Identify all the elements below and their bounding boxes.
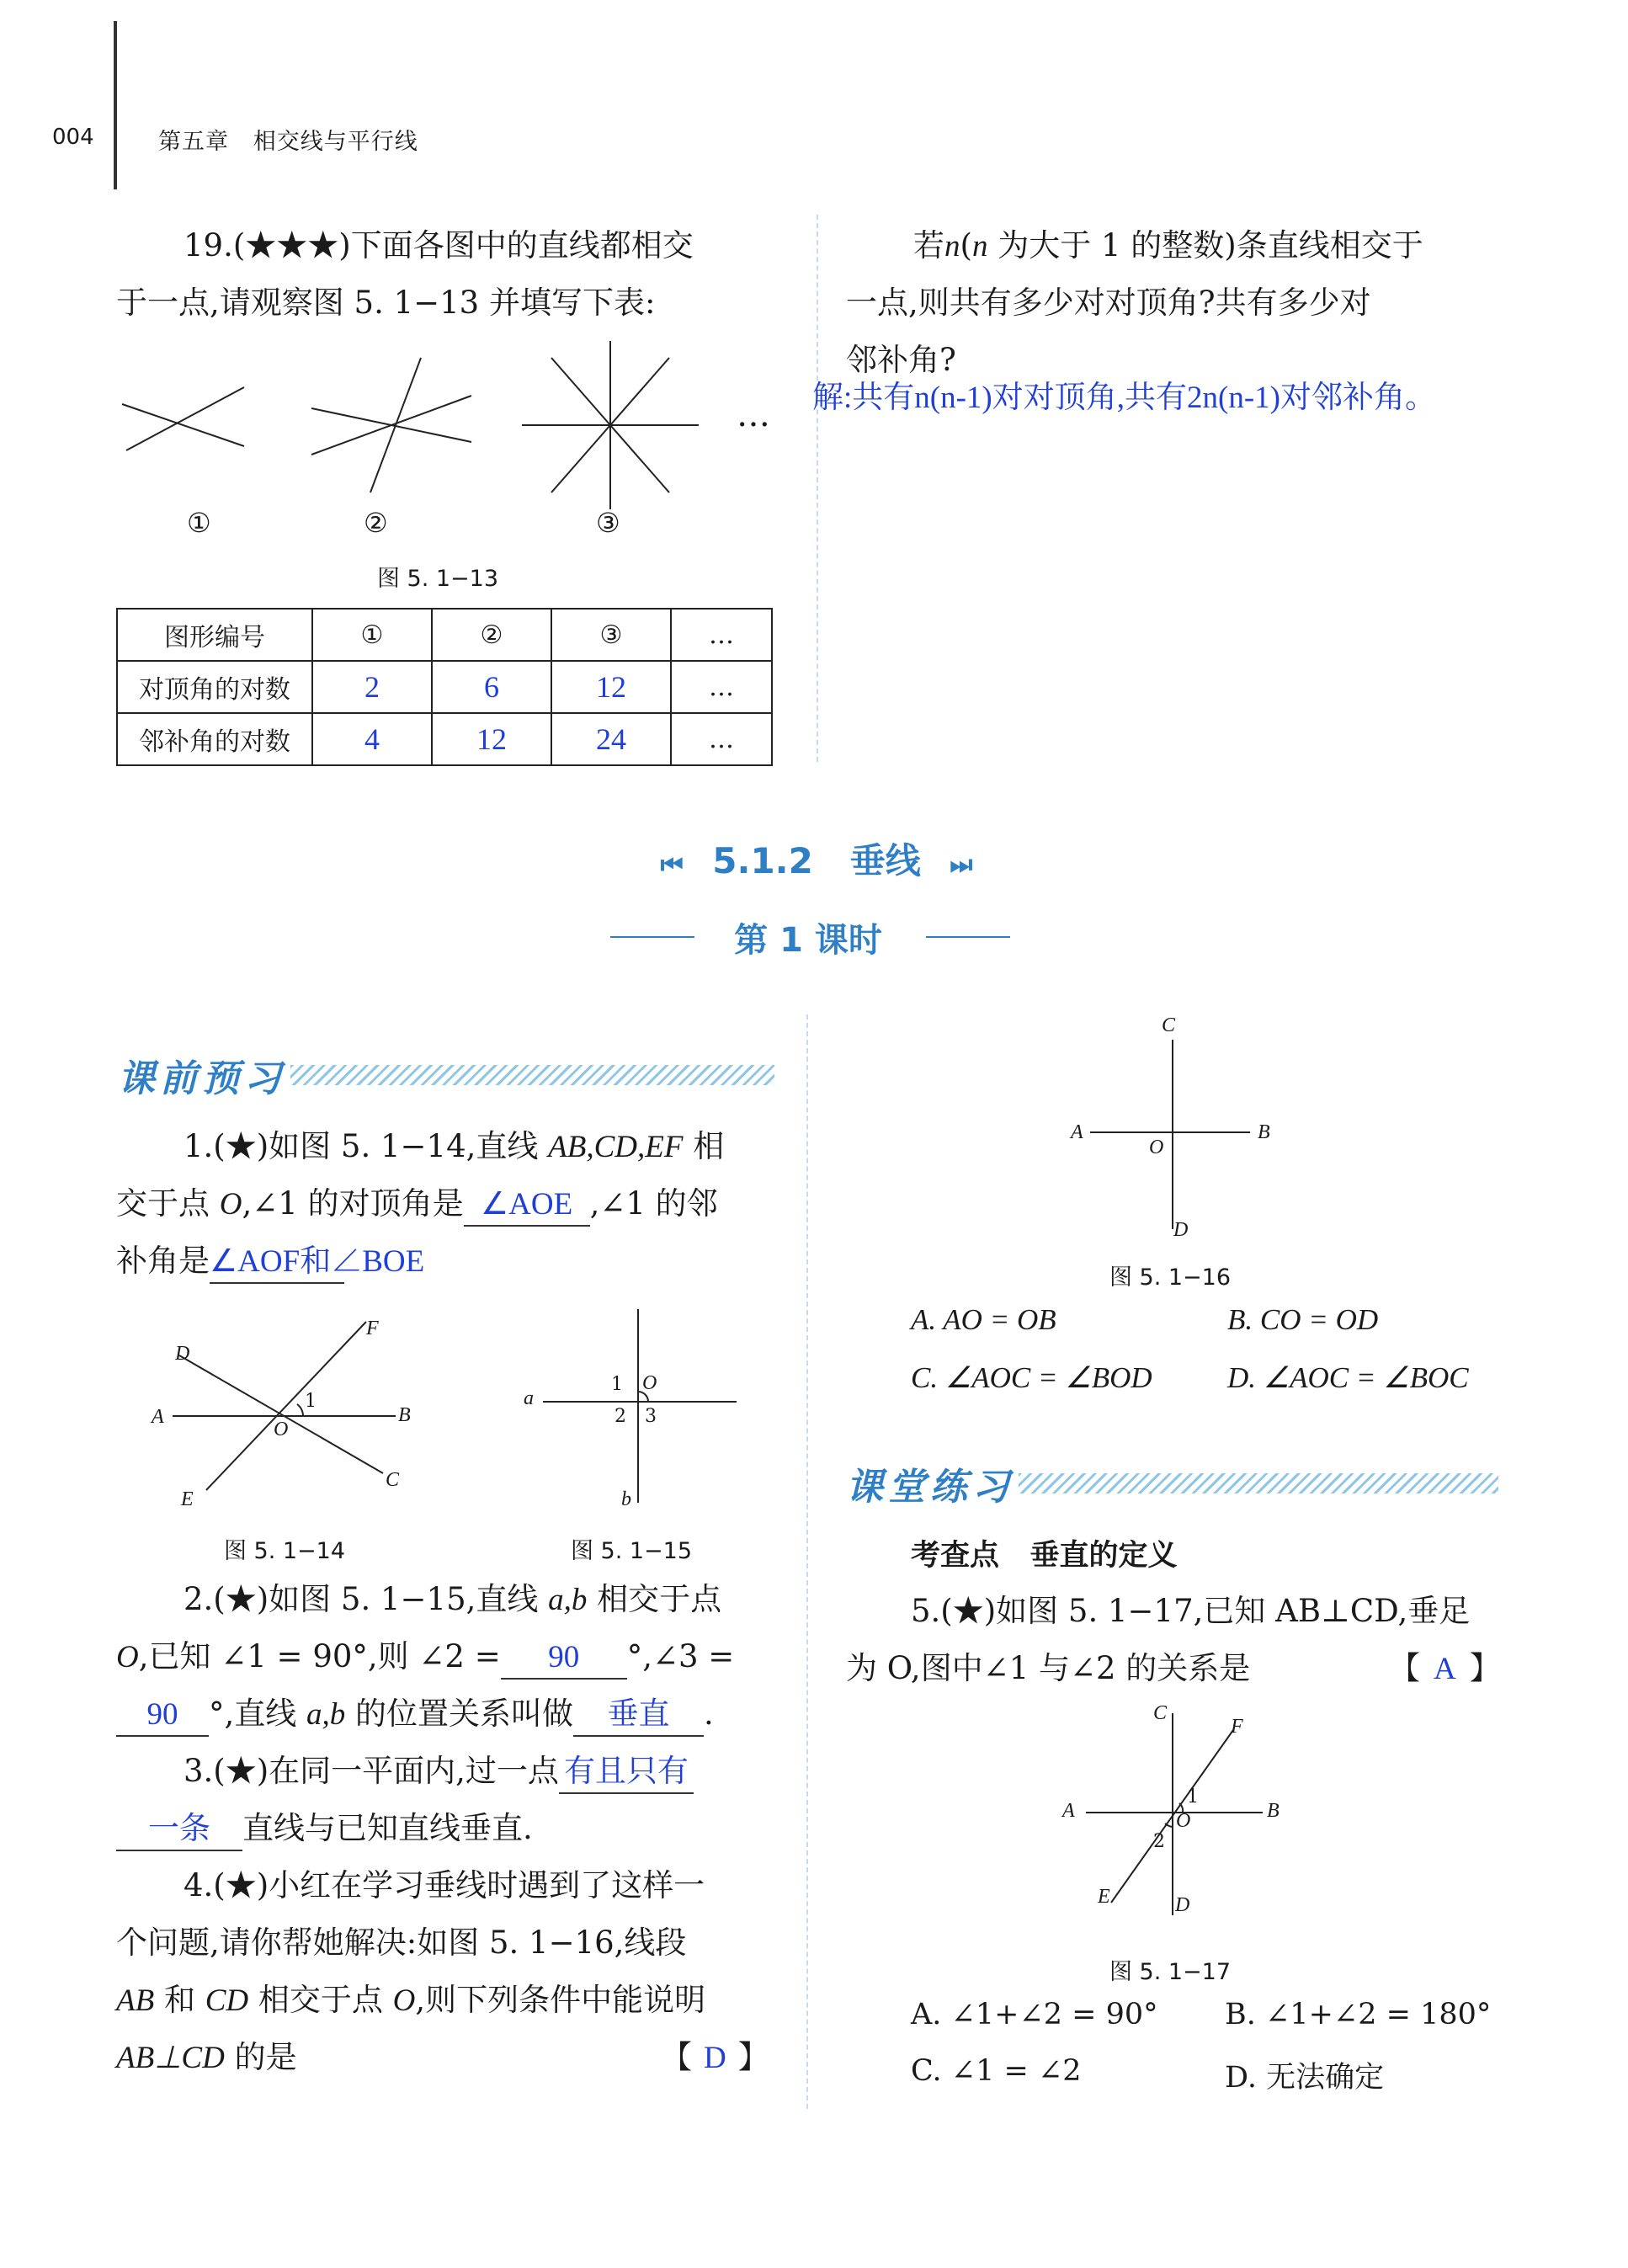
q3-line2: 一条 直线与已知直线垂直. [116, 1800, 533, 1857]
q19-line2: 于一点,请观察图 5. 1−13 并填写下表: [116, 285, 656, 321]
fig16-option-D: D. ∠AOC = ∠BOC [1227, 1361, 1469, 1394]
q2-line1: 2.(★)如图 5. 1−15,直线 a,b 相交于点 [184, 1581, 722, 1617]
fig14-label-C: C [386, 1469, 400, 1491]
header-rule [114, 21, 117, 189]
fig17-label-2: 2 [1153, 1831, 1165, 1852]
q2-answer-2: 90 [116, 1695, 209, 1737]
fig17-label-B: B [1267, 1800, 1280, 1822]
table-header-cell: 图形编号 [117, 609, 312, 661]
fig14-line-fe [206, 1322, 366, 1490]
q19b-line2: 一点,则共有多少对对顶角?共有多少对 [846, 285, 1371, 321]
page-number: 004 [52, 125, 94, 150]
fig13-label-1: ① [187, 507, 211, 539]
chapter-number: 第五章 [158, 129, 229, 155]
practice-point: 考查点 垂直的定义 [911, 1539, 1178, 1573]
skip-back-icon: ⏮ [660, 850, 684, 880]
table-answer-cell: 12 [432, 713, 551, 765]
q19b-line1: 若n(n 为大于 1 的整数)条直线相交于 [913, 227, 1423, 264]
table-row [117, 661, 772, 713]
fig16-label-A: A [1071, 1121, 1083, 1143]
fig14-label-F: F [366, 1318, 379, 1339]
table-answer-cell: 24 [551, 713, 671, 765]
fig17-label-F: F [1231, 1716, 1243, 1738]
fig16-option-B: B. CO = OD [1227, 1303, 1379, 1336]
q4-line4: AB⊥CD 的是 [116, 2039, 297, 2075]
fig16-option-C: C. ∠AOC = ∠BOD [911, 1361, 1152, 1394]
q5-line2: 为 O,图中∠1 与∠2 的关系是 [846, 1650, 1251, 1686]
fig17-label-E: E [1098, 1886, 1110, 1908]
q5-option-C: C. ∠1 = ∠2 [911, 2054, 1082, 2088]
q4-line1: 4.(★)小红在学习垂线时遇到了这样一 [184, 1867, 705, 1903]
fig15-label-b: b [621, 1488, 631, 1510]
q19b-answer: 解:共有n(n-1)对对顶角,共有2n(n-1)对邻补角。 [812, 381, 1436, 415]
table-cell-more: … [671, 713, 772, 765]
fig13-label-2: ② [364, 507, 388, 539]
section-title: 5.1.2 垂线 [712, 840, 921, 881]
fig15-label-2: 2 [614, 1406, 626, 1427]
q1-answer-1: ∠AOE [464, 1185, 590, 1227]
fig13-ellipsis: … [737, 396, 770, 434]
fig14-label-1: 1 [305, 1391, 317, 1412]
q2-answer-3: 垂直 [573, 1695, 704, 1737]
q2-answer-1: 90 [501, 1637, 627, 1680]
figure-5-1-13 [109, 337, 800, 547]
table-answer-cell: 6 [432, 661, 551, 713]
preview-heading-hatch [290, 1065, 774, 1085]
fig13-1-line-a [122, 404, 244, 446]
table-cell-more: … [671, 661, 772, 713]
fig17-label-1: 1 [1187, 1786, 1199, 1807]
q5-line1: 5.(★)如图 5. 1−17,已知 AB⊥CD,垂足 [911, 1593, 1471, 1629]
fig14-label-B: B [398, 1404, 411, 1426]
q5-option-B: B. ∠1+∠2 = 180° [1225, 1998, 1492, 2031]
fig13-caption: 图 5. 1−13 [376, 566, 499, 592]
table-row [117, 713, 772, 765]
section-title-bar [640, 833, 993, 884]
q3-answer-a: 有且只有 [559, 1752, 694, 1794]
fig14-angle-1-arc [297, 1404, 303, 1416]
fig17-label-D: D [1175, 1894, 1190, 1916]
fig15-label-1: 1 [611, 1374, 623, 1395]
column-divider-top [817, 215, 818, 762]
fig14-label-D: D [175, 1343, 190, 1365]
table-header-row [117, 609, 772, 661]
skip-forward-icon: ⏭ [950, 850, 973, 880]
q5-option-A: A. ∠1+∠2 = 90° [911, 1998, 1158, 2031]
column-divider-bottom [806, 1014, 808, 2109]
fig17-label-A: A [1062, 1800, 1075, 1822]
practice-heading: 课堂练习 [846, 1466, 1014, 1509]
fig16-label-C: C [1162, 1014, 1176, 1036]
fig14-caption: 图 5. 1−14 [223, 1538, 346, 1564]
table-answer-cell: 4 [312, 713, 432, 765]
fig16-label-O: O [1149, 1137, 1164, 1158]
q5-option-D: D. 无法确定 [1225, 2061, 1385, 2095]
q1-line1: 1.(★)如图 5. 1−14,直线 AB,CD,EF 相 [184, 1128, 725, 1164]
fig16-option-A: A. AO = OB [911, 1303, 1056, 1336]
table-header-cell: ③ [551, 609, 671, 661]
q4-line3: AB 和 CD 相交于点 O,则下列条件中能说明 [116, 1982, 706, 2018]
table-header-cell: ② [432, 609, 551, 661]
fig14-line-dc [179, 1355, 383, 1473]
fig13-label-3: ③ [596, 507, 620, 539]
figure-5-1-15 [522, 1305, 749, 1524]
fig14-label-E: E [181, 1488, 194, 1510]
chapter-title: 相交线与平行线 [253, 129, 418, 155]
fig16-caption: 图 5. 1−16 [1109, 1264, 1232, 1291]
q5-answer-bracket: 【 A 】 [1389, 1650, 1501, 1686]
q1-answer-2: ∠AOF和∠BOE [210, 1242, 344, 1284]
fig14-label-O: O [274, 1419, 289, 1440]
subtitle-rule-left [610, 936, 694, 938]
section-subtitle: 第 1 课时 [734, 921, 882, 960]
q1-line3: 补角是∠AOF和∠BOE [116, 1232, 344, 1290]
q2-line2: O,已知 ∠1 = 90°,则 ∠2 = 90 °,∠3 = [116, 1628, 734, 1686]
fig17-label-O: O [1176, 1810, 1191, 1832]
fig15-label-O: O [642, 1372, 657, 1394]
practice-heading-hatch [1019, 1473, 1498, 1493]
q4-answer-bracket: 【 D 】 [661, 2039, 769, 2075]
q3-answer-b: 一条 [116, 1809, 242, 1851]
fig15-label-3: 3 [645, 1406, 657, 1427]
table-row-label: 对顶角的对数 [117, 661, 312, 713]
fig17-label-C: C [1153, 1702, 1168, 1724]
fig16-label-D: D [1173, 1219, 1189, 1241]
table-header-cell: ① [312, 609, 432, 661]
fig17-angle-2-arc [1165, 1823, 1173, 1827]
q3-line1: 3.(★)在同一平面内,过一点 有且只有 [184, 1743, 694, 1800]
q19b-line3: 邻补角? [846, 342, 956, 378]
figure-5-1-16 [1056, 1023, 1275, 1238]
q4-answer: D [704, 2041, 726, 2075]
q2-line3: 90 °,直线 a,b 的位置关系叫做 垂直 . [116, 1685, 714, 1744]
fig14-label-A: A [152, 1406, 164, 1428]
fig13-2-line-c [370, 358, 421, 492]
preview-heading: 课前预习 [118, 1057, 286, 1100]
q5-answer: A [1434, 1652, 1456, 1686]
fig16-label-B: B [1258, 1121, 1270, 1143]
table-header-cell: … [671, 609, 772, 661]
table-answer-cell: 12 [551, 661, 671, 713]
subtitle-rule-right [926, 936, 1010, 938]
table-row-label: 邻补角的对数 [117, 713, 312, 765]
table-answer-cell: 2 [312, 661, 432, 713]
q4-line2: 个问题,请你帮她解决:如图 5. 1−16,线段 [116, 1925, 687, 1961]
q19-table [116, 608, 773, 766]
q19-line1: 19.(★★★)下面各图中的直线都相交 [184, 227, 694, 264]
fig15-caption: 图 5. 1−15 [570, 1538, 693, 1564]
fig13-2-line-b [311, 396, 471, 455]
figure-5-1-17 [1056, 1705, 1292, 1928]
chapter-header [158, 123, 418, 156]
q1-line2: 交于点 O,∠1 的对顶角是 ∠AOE ,∠1 的邻 [116, 1175, 718, 1233]
fig15-label-a: a [524, 1387, 534, 1409]
fig17-caption: 图 5. 1−17 [1109, 1959, 1232, 1985]
